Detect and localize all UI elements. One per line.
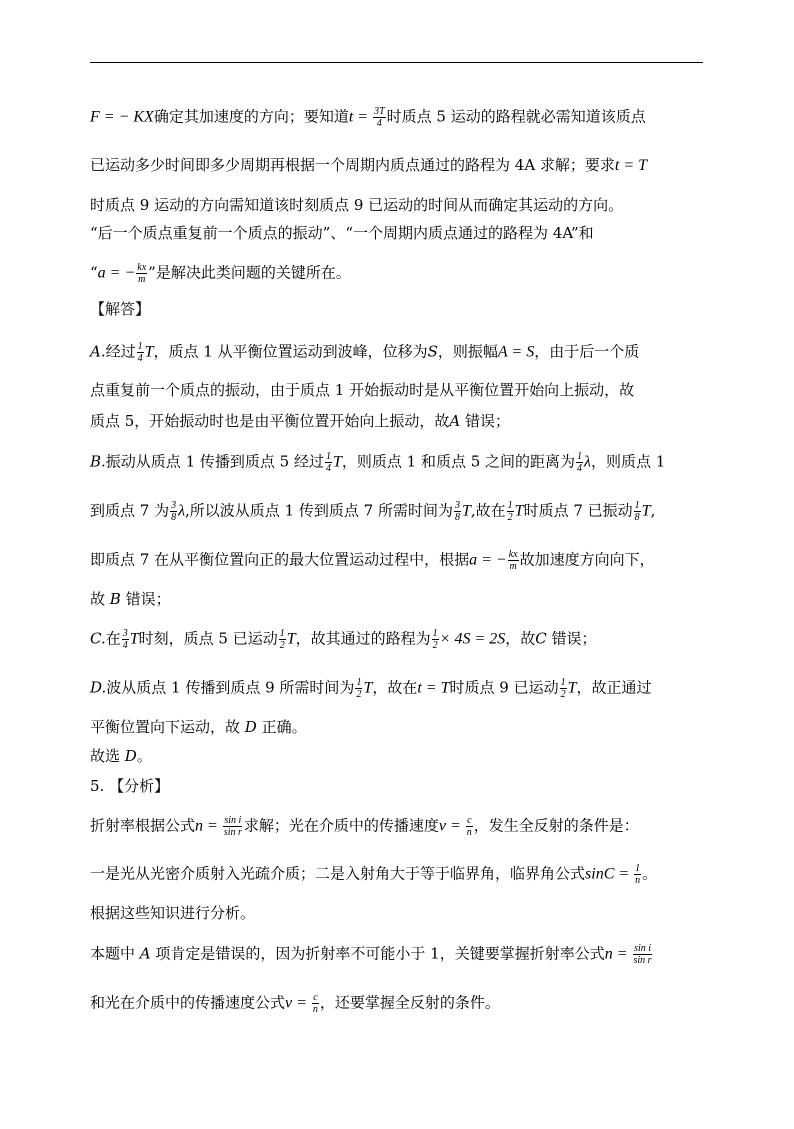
header-rule [90, 62, 703, 63]
line-19: 折射率根据公式n = $\frac{\text{sin i}}{\text{sin r}}$ 求解；光在介质中的传播速度v = $\frac{c}{n}$ ，发生全反射的条件是： [90, 815, 639, 838]
fraction: $\frac{3}{4}$ [122, 628, 128, 651]
line-11: 到质点 7 为 $\frac{3}{8}$ λ,所以波从质点 1 传到质点 7 所需时间为 $\frac{3}{8}$ T,故在 $\frac{1}{2}$ T时质点 7 已振动 $\frac{1}{8}$ T, [90, 500, 656, 523]
text: 时质点 9 运动的方向需知道该时刻质点 9 已运动的时间从而确定其运动的方向。 [90, 196, 624, 214]
fraction: $\frac{1}{2}$ [432, 628, 438, 651]
fraction: $\frac{\text{sin i}}{\text{sin r}}$ [633, 943, 652, 966]
math: a = − [97, 264, 136, 282]
text: ”是解决此类问题的关键所在。 [148, 263, 351, 282]
text: 已运动多少时间即多少周期再根据一个周期内质点通过的路程为 4A 求解；要求 [90, 156, 615, 174]
text: “ [90, 263, 98, 282]
line-16: 平衡位置向下运动，故 D 正确。 [90, 718, 307, 736]
option-label: A. [90, 342, 106, 361]
line-9: 质点 5，开始振动时也是由平衡位置开始向上振动，故A 错误； [90, 412, 510, 430]
formula-hooke: F = − KX [90, 108, 154, 126]
fraction: $\frac{\text{sin i}}{\text{sin r}}$ [223, 815, 242, 838]
fraction: $\frac{c}{n}$ [466, 815, 472, 838]
line-23: 和光在介质中的传播速度公式v = $\frac{c}{n}$ ，还要掌握全反射的条件。 [90, 992, 500, 1015]
line-3 [90, 195, 623, 215]
line-13: 故 B 错误； [90, 590, 171, 608]
line-21: 根据这些知识进行分析。 [90, 904, 256, 922]
line-1 [90, 106, 646, 129]
fraction: $\frac{1}{2}$ [507, 500, 513, 523]
text: 时质点 5 运动的路程就必需知道该质点 [386, 107, 646, 126]
fraction: $\frac{kx}{m}$ [137, 262, 147, 285]
fraction: $\frac{kx}{m}$ [508, 549, 518, 572]
fraction: $\frac{3T}{4}$ [374, 106, 385, 129]
fraction: $\frac{3}{8}$ [171, 500, 177, 523]
math: t = [348, 108, 373, 126]
fraction: $\frac{1}{4}$ [325, 451, 331, 474]
option-label: D. [90, 678, 107, 697]
fraction: $\frac{1}{4}$ [137, 341, 143, 364]
fraction: $\frac{c}{n}$ [312, 992, 318, 1015]
line-4 [90, 223, 594, 243]
fraction: $\frac{1}{4}$ [577, 451, 583, 474]
fraction: $\frac{3}{8}$ [454, 500, 460, 523]
text: 确定其加速度的方向；要知道 [153, 107, 349, 126]
fraction: $\frac{1}{2}$ [279, 628, 285, 651]
line-15: D.波从质点 1 传播到质点 9 所需时间为 $\frac{1}{2}$ T，故在t = T时质点 9 已运动 $\frac{1}{2}$ T，故正通过 [90, 677, 652, 700]
option-label: B. [90, 452, 106, 471]
line-7: A.经过 $\frac{1}{4}$ T，质点 1 从平衡位置运动到波峰，位移为S，则振幅A = S，由于后一个质 [90, 341, 640, 364]
line-2 [90, 155, 647, 176]
line-22: 本题中 A 项肯定是错误的，因为折射率不可能小于 1，关键要掌握折射率公式n = $\frac{\text{sin i}}{\text{sin r}}$ [90, 943, 652, 966]
line-8: 点重复前一个质点的振动，由于质点 1 开始振动时是从平衡位置开始向上振动，故 [90, 381, 635, 399]
line-20: 一是光从光密介质射入光疏介质；二是入射角大于等于临界角，临界角公式sinC = $\frac{1}{n}$ 。 [90, 863, 658, 886]
fraction: $\frac{1}{2}$ [560, 677, 566, 700]
heading: 【解答】 [90, 300, 151, 318]
fraction: $\frac{1}{2}$ [356, 677, 362, 700]
line-14: C.在 $\frac{3}{4}$ T时刻，质点 5 已运动 $\frac{1}{2}$ T，故其通过的路程为 $\frac{1}{2}$ × 4S = 2S，故C 错误； [90, 628, 597, 651]
fraction: $\frac{1}{8}$ [634, 500, 640, 523]
line-5 [90, 262, 351, 285]
section-heading-answer [90, 299, 150, 319]
fraction: $\frac{1}{n}$ [635, 863, 641, 886]
section-heading-analysis: 5. 【分析】 [90, 777, 170, 795]
line-12: 即质点 7 在从平衡位置向正的最大位置运动过程中，根据a = − $\frac{kx}{m}$ 故加速度方向向下， [90, 549, 655, 572]
text: “后一个质点重复前一个质点的振动”、“一个周期内质点通过的路程为 4A”和 [90, 224, 594, 242]
line-10: B.振动从质点 1 传播到质点 5 经过 $\frac{1}{4}$ T，则质点 1 和质点 5 之间的距离为 $\frac{1}{4}$ λ，则质点 1 [90, 451, 666, 474]
line-17: 故选 D。 [90, 747, 152, 765]
option-label: C. [90, 629, 106, 648]
math: t = T [614, 157, 648, 174]
